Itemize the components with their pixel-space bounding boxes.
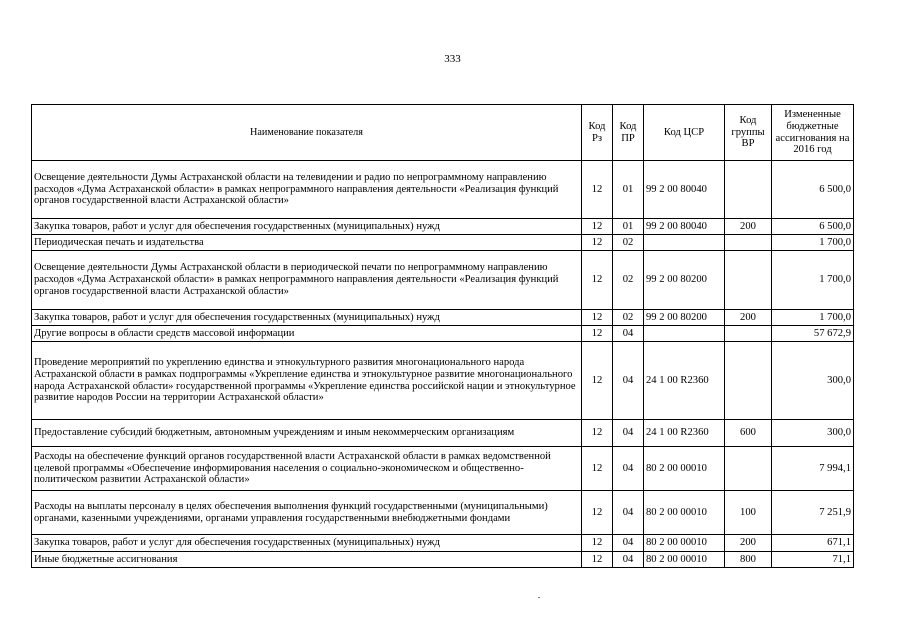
- row-vr: 800: [725, 552, 772, 568]
- table-row: [32, 219, 854, 235]
- row-name: Освещение деятельности Думы Астраханской области в периодической печати по непрограммному направлению расходов «Дума Астраханской области» в рамках непрограммного направления деятельности «Реализация функций органов государственной власти Астраханской области»: [32, 251, 582, 310]
- row-pr: 01: [613, 161, 644, 219]
- row-amount: 1 700,0: [772, 310, 854, 326]
- row-amount: 71,1: [772, 552, 854, 568]
- row-name: Предоставление субсидий бюджетным, автономным учреждениям и иным некоммерческим организациям: [32, 420, 582, 447]
- row-csr: 80 2 00 00010: [644, 552, 725, 568]
- row-vr: [725, 161, 772, 219]
- budget-table: [31, 104, 854, 568]
- header-pr: Код ПР: [613, 105, 644, 161]
- row-rz: 12: [582, 342, 613, 420]
- row-rz: 12: [582, 447, 613, 491]
- row-pr: 04: [613, 552, 644, 568]
- row-pr: 04: [613, 535, 644, 552]
- row-vr: 200: [725, 535, 772, 552]
- header-vr: Код группы ВР: [725, 105, 772, 161]
- row-pr: 02: [613, 251, 644, 310]
- row-rz: 12: [582, 420, 613, 447]
- row-rz: 12: [582, 310, 613, 326]
- row-name: Закупка товаров, работ и услуг для обеспечения государственных (муниципальных) нужд: [32, 219, 582, 235]
- row-rz: 12: [582, 491, 613, 535]
- row-pr: 02: [613, 235, 644, 251]
- row-csr: 99 2 00 80040: [644, 219, 725, 235]
- row-amount: 1 700,0: [772, 251, 854, 310]
- table-body: [32, 161, 854, 568]
- table-row: [32, 251, 854, 310]
- row-vr: 200: [725, 219, 772, 235]
- row-vr: [725, 251, 772, 310]
- header-csr: Код ЦСР: [644, 105, 725, 161]
- row-name: Другие вопросы в области средств массовой информации: [32, 326, 582, 342]
- table-row: [32, 326, 854, 342]
- table-row: [32, 447, 854, 491]
- row-rz: 12: [582, 235, 613, 251]
- row-amount: 300,0: [772, 420, 854, 447]
- row-csr: 99 2 00 80200: [644, 310, 725, 326]
- table-row: [32, 342, 854, 420]
- row-amount: 6 500,0: [772, 219, 854, 235]
- row-csr: 24 1 00 R2360: [644, 420, 725, 447]
- row-rz: 12: [582, 552, 613, 568]
- row-amount: 671,1: [772, 535, 854, 552]
- row-vr: [725, 326, 772, 342]
- row-vr: [725, 342, 772, 420]
- row-pr: 04: [613, 420, 644, 447]
- row-pr: 04: [613, 326, 644, 342]
- row-name: Освещение деятельности Думы Астраханской области на телевидении и радио по непрограммному направлению расходов «Дума Астраханской области» в рамках непрограммного направления деятельности «Реализация функций органов государственной власти Астраханской области»: [32, 161, 582, 219]
- row-amount: 300,0: [772, 342, 854, 420]
- table-row: [32, 161, 854, 219]
- row-rz: 12: [582, 251, 613, 310]
- row-rz: 12: [582, 161, 613, 219]
- row-amount: 57 672,9: [772, 326, 854, 342]
- row-pr: 04: [613, 491, 644, 535]
- row-vr: 100: [725, 491, 772, 535]
- row-name: Периодическая печать и издательства: [32, 235, 582, 251]
- row-csr: 99 2 00 80200: [644, 251, 725, 310]
- row-csr: 99 2 00 80040: [644, 161, 725, 219]
- row-csr: [644, 326, 725, 342]
- row-amount: 6 500,0: [772, 161, 854, 219]
- row-vr: 600: [725, 420, 772, 447]
- header-amount: Измененные бюджетные ассигнования на 2016 год: [772, 105, 854, 161]
- row-csr: 80 2 00 00010: [644, 535, 725, 552]
- table-row: [32, 552, 854, 568]
- row-vr: 200: [725, 310, 772, 326]
- row-rz: 12: [582, 219, 613, 235]
- header-rz: Код Рз: [582, 105, 613, 161]
- row-amount: 7 251,9: [772, 491, 854, 535]
- table-row: [32, 235, 854, 251]
- table-row: [32, 420, 854, 447]
- row-csr: [644, 235, 725, 251]
- row-pr: 02: [613, 310, 644, 326]
- row-csr: 80 2 00 00010: [644, 491, 725, 535]
- table-row: [32, 491, 854, 535]
- row-amount: 7 994,1: [772, 447, 854, 491]
- table-row: [32, 535, 854, 552]
- row-rz: 12: [582, 535, 613, 552]
- row-vr: [725, 235, 772, 251]
- row-pr: 01: [613, 219, 644, 235]
- row-name: Закупка товаров, работ и услуг для обеспечения государственных (муниципальных) нужд: [32, 535, 582, 552]
- row-amount: 1 700,0: [772, 235, 854, 251]
- row-name: Расходы на выплаты персоналу в целях обеспечения выполнения функций государственными (муниципальными) органами, казенными учреждениями, органами управления государственными внебюджетными фондами: [32, 491, 582, 535]
- row-name: Закупка товаров, работ и услуг для обеспечения государственных (муниципальных) нужд: [32, 310, 582, 326]
- scan-speck: [538, 597, 540, 598]
- row-pr: 04: [613, 447, 644, 491]
- row-csr: 24 1 00 R2360: [644, 342, 725, 420]
- table-row: [32, 310, 854, 326]
- row-name: Расходы на обеспечение функций органов государственной власти Астраханской области в рамках ведомственной целевой программы «Обеспечение информирования населения о социально-экономическом и общественно-политическом развитии Астраханской области»: [32, 447, 582, 491]
- header-name: Наименование показателя: [32, 105, 582, 161]
- page-number: 333: [444, 53, 461, 65]
- row-name: Проведение мероприятий по укреплению единства и этнокультурного развития многонационального народа Астраханской области в рамках подпрограммы «Укрепление единства и этнокультурное развитие многонационального народа Астраханской области» государственной программы «Укрепление единства российской нации и этнокультурное развитие народов России на территории Астраханской области»: [32, 342, 582, 420]
- row-pr: 04: [613, 342, 644, 420]
- table-header: [32, 105, 854, 161]
- row-name: Иные бюджетные ассигнования: [32, 552, 582, 568]
- row-csr: 80 2 00 00010: [644, 447, 725, 491]
- row-rz: 12: [582, 326, 613, 342]
- row-vr: [725, 447, 772, 491]
- header-row: [32, 105, 854, 161]
